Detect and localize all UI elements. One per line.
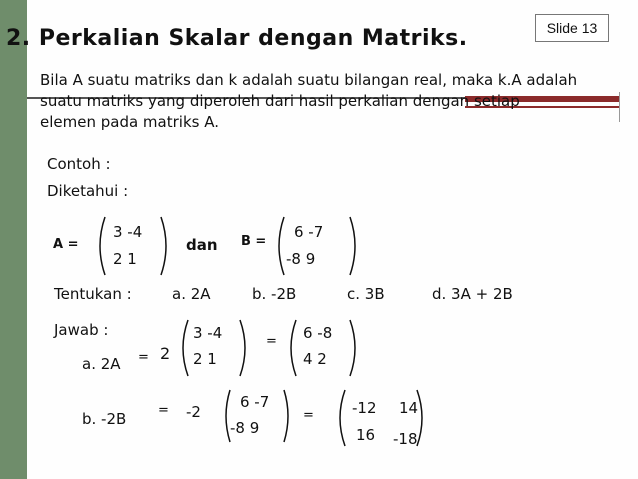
answer-b-result-r2c1: 16 (356, 426, 376, 444)
matrix-b-row-1: 6 -7 (294, 223, 324, 241)
slide-number-box: Slide 13 (535, 14, 609, 42)
answer-a-scalar: 2 (160, 344, 171, 363)
slide-title: 2. Perkalian Skalar dengan Matriks. (6, 26, 468, 51)
answer-b-result-r1c1: -12 (352, 399, 377, 417)
answer-b-result (335, 387, 431, 451)
question-a: a. 2A (172, 285, 211, 303)
answer-a-result-row-1: 6 -8 (303, 324, 333, 342)
diketahui-label: Diketahui : (47, 182, 129, 200)
matrix-b-row-2: -8 9 (286, 250, 316, 268)
answer-b-label: b. -2B (82, 410, 127, 428)
answer-a-matrix (178, 317, 258, 379)
answer-a-result-row-2: 4 2 (303, 350, 327, 368)
matrix-a-row-2: 2 1 (113, 250, 137, 268)
question-d: d. 3A + 2B (432, 285, 513, 303)
answer-a-equals-1: = (138, 350, 149, 365)
answer-a-matrix-row-1: 3 -4 (193, 324, 223, 342)
answer-a-equals-2: = (266, 334, 277, 349)
jawab-label: Jawab : (54, 321, 109, 339)
answer-a-matrix-row-2: 2 1 (193, 350, 217, 368)
matrix-a-row-1: 3 -4 (113, 223, 143, 241)
matrix-a-label: A = (53, 237, 79, 252)
matrix-b (274, 214, 364, 278)
answer-b-matrix-row-1: 6 -7 (240, 393, 270, 411)
question-b: b. -2B (252, 285, 297, 303)
dan-label: dan (186, 236, 218, 254)
answer-b-equals-1: = (158, 403, 169, 418)
answer-b-equals-2: = (303, 408, 314, 423)
answer-b-result-r2c2: -18 (393, 430, 418, 448)
answer-b-matrix-row-2: -8 9 (230, 419, 260, 437)
contoh-label: Contoh : (47, 155, 111, 173)
left-accent-bar (0, 0, 27, 479)
answer-b-result-r1c2: 14 (399, 399, 419, 417)
answer-a-result (286, 317, 366, 379)
answer-b-matrix (222, 387, 302, 445)
answer-b-scalar: -2 (186, 403, 201, 421)
definition-text: Bila A suatu matriks dan k adalah suatu bilangan real, maka k.A adalah suatu matriks yang diperoleh dari hasil perkalian dengan setiap elemen pada matriks A. (40, 71, 578, 131)
matrix-b-label: B = (241, 234, 267, 249)
matrix-a (93, 214, 173, 278)
tentukan-label: Tentukan : (54, 285, 132, 303)
answer-a-label: a. 2A (82, 355, 121, 373)
decorative-vertical-line (619, 92, 620, 122)
question-c: c. 3B (347, 285, 385, 303)
